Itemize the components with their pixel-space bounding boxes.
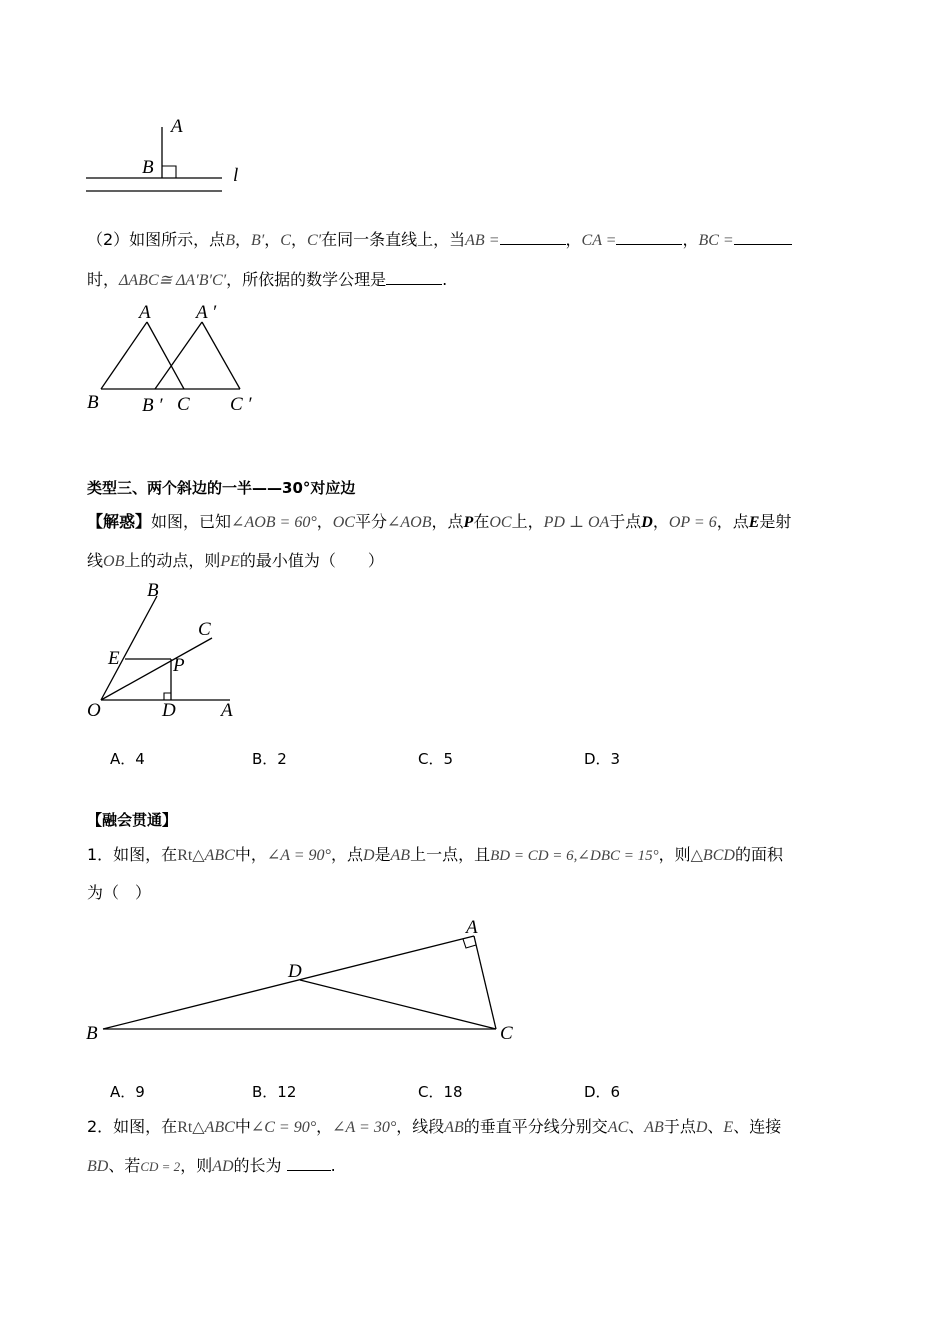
option-c[interactable]: C．5 [418, 750, 454, 768]
label-A: A [171, 116, 183, 137]
label-P: P [173, 655, 185, 676]
label-A-prime: A ′ [196, 302, 217, 323]
option-a[interactable]: A．4 [110, 750, 145, 768]
label-A: A [466, 917, 478, 938]
side-AC [474, 936, 496, 1029]
label-B: B [147, 580, 159, 601]
p1-line2: 为（ ） [87, 883, 152, 902]
right-angle-mark [463, 939, 476, 948]
label-D: D [162, 700, 176, 721]
label-B: B [142, 157, 154, 178]
section-heading-ronghui: 【融会贯通】 [87, 811, 178, 829]
option-b[interactable]: B．12 [252, 1083, 297, 1101]
option-a[interactable]: A．9 [110, 1083, 145, 1101]
label-B: B [87, 392, 99, 413]
label-C: C [177, 394, 190, 415]
q2-line1: （2）如图所示，点B，B′，C，C′在同一条直线上，当AB = ，CA = ，BC = [87, 229, 792, 252]
section-heading-type3: 类型三、两个斜边的一半——30°对应边 [87, 479, 356, 497]
label-E: E [108, 648, 120, 669]
label-B: B [86, 1023, 98, 1044]
label-D: D [288, 961, 302, 982]
jiehuo-line2: 线OB上的动点，则PE的最小值为（ ） [87, 551, 384, 570]
segment-DC [300, 980, 496, 1029]
label-A: A [139, 302, 151, 323]
answer-blank-ad[interactable] [287, 1156, 331, 1171]
option-d[interactable]: D．6 [584, 1083, 621, 1101]
label-C: C [198, 619, 211, 640]
option-c[interactable]: C．18 [418, 1083, 463, 1101]
label-B-prime: B ′ [142, 395, 163, 416]
side-AB [103, 936, 474, 1029]
p1-line1: 1．如图，在Rt△ABC中，∠A = 90°，点D是AB上一点，且BD = CD = 6,∠DBC = 15°，则△BCD的面积 [87, 845, 783, 864]
p2-line1: 2．如图，在Rt△ABC中∠C = 90°，∠A = 30°，线段AB的垂直平分线分别交AC、AB于点D、E、连接 [87, 1117, 782, 1136]
label-C-prime: C ′ [230, 394, 252, 415]
q2-line2: 时，ΔABC≅ ΔA′B′C′，所依据的数学公理是 . [87, 270, 448, 289]
label-O: O [87, 700, 101, 721]
label-C: C [500, 1023, 513, 1044]
jiehuo-line1: 【解惑】如图，已知∠AOB = 60°，OC平分∠AOB，点P在OC上，PD ⊥ OA于点D，OP = 6，点E是射 [87, 512, 792, 531]
option-d[interactable]: D．3 [584, 750, 621, 768]
label-l: l [233, 165, 239, 186]
label-A: A [221, 700, 233, 721]
p2-line2: BD、若CD = 2，则AD的长为 . [87, 1156, 336, 1175]
option-b[interactable]: B．2 [252, 750, 287, 768]
